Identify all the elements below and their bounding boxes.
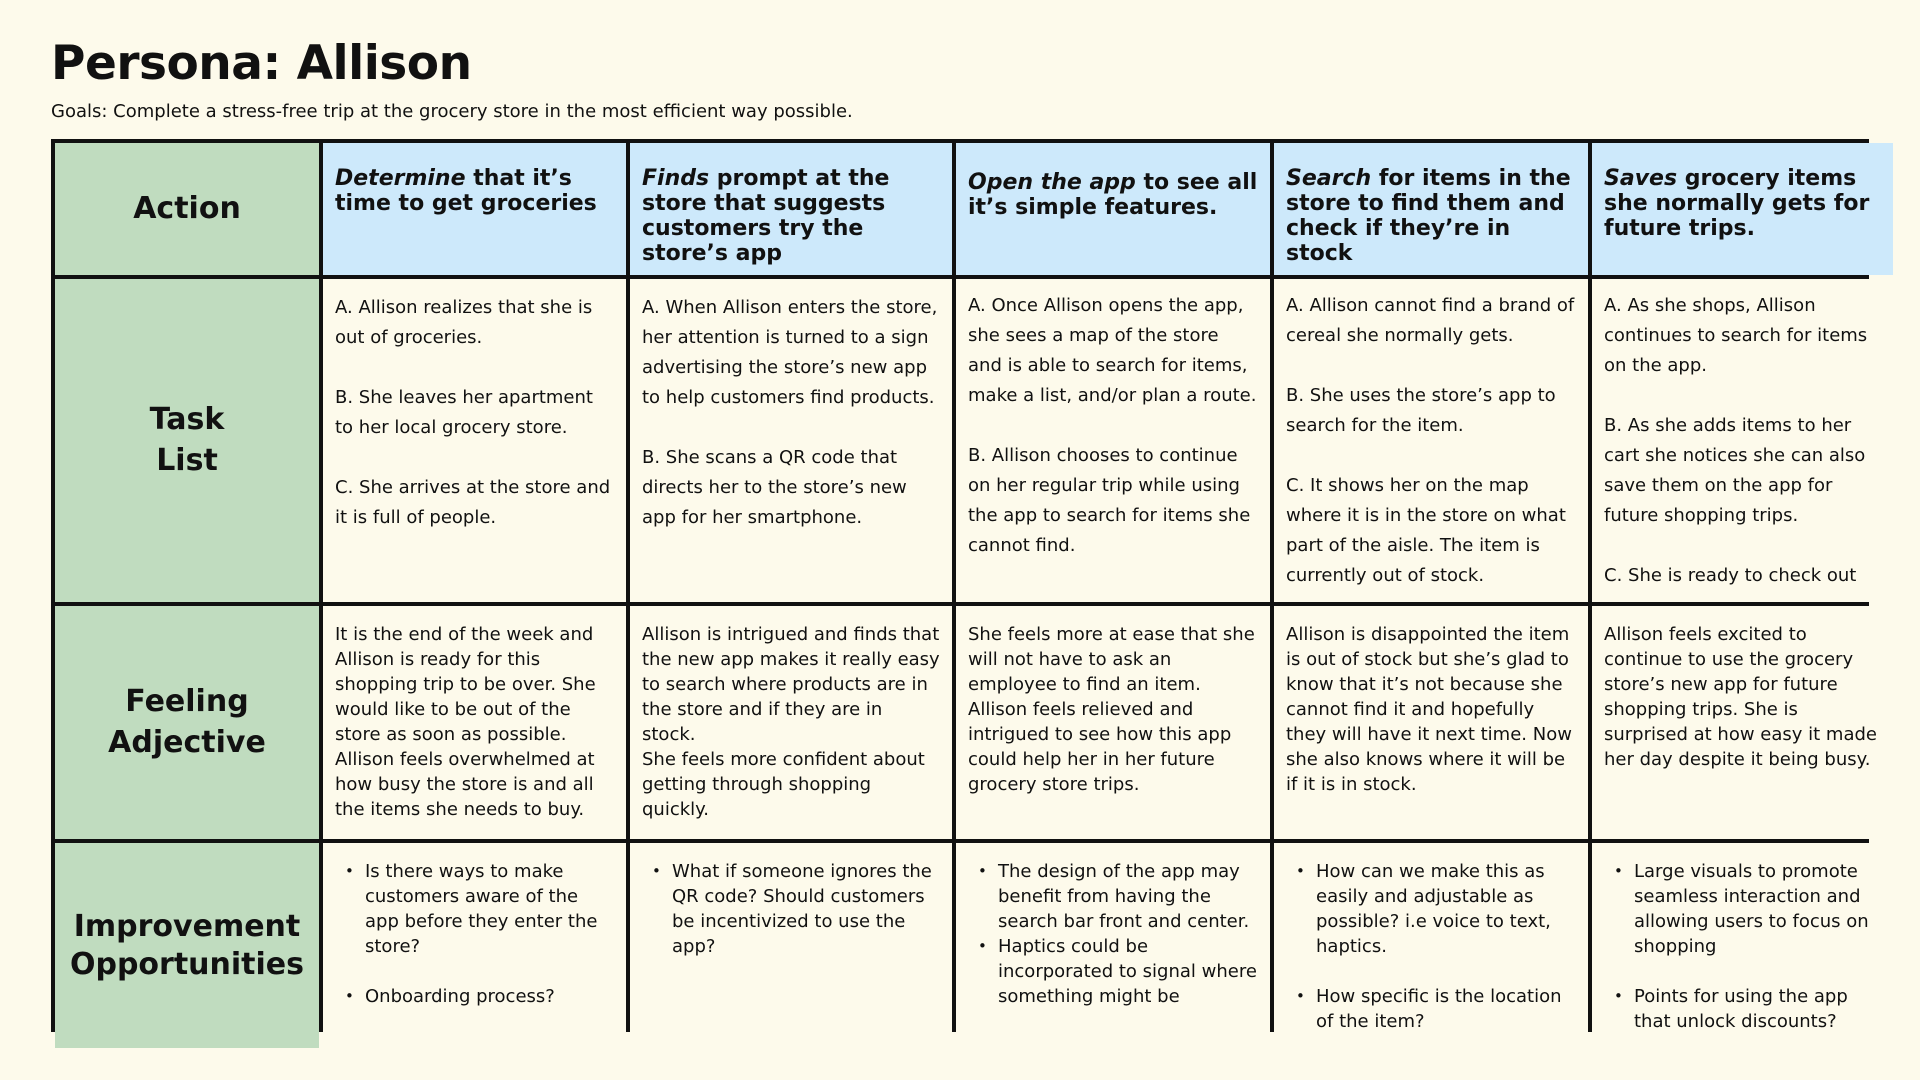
action-text: prompt at the store that suggests customers try the store’s app: [642, 166, 890, 266]
task-cell: [630, 279, 952, 602]
row-header-label: List: [156, 442, 218, 478]
action-cell: [323, 143, 626, 275]
task-step: A. When Allison enters the store, her attention is turned to a sign advertising the store’s new app to help customers find products.: [642, 297, 938, 408]
opportunity-item: • Haptics could be incorporated to signal where something might be: [968, 934, 1258, 1009]
action-text: that it’s time to get groceries: [335, 166, 597, 216]
action-cell: [956, 143, 1270, 275]
task-cell: [1274, 279, 1588, 602]
task-step: C. It shows her on the map where it is in the store on what part of the aisle. The item is currently out of stock.: [1286, 475, 1566, 586]
action-cell: [1592, 143, 1893, 275]
task-step: A. Allison realizes that she is out of groceries.: [335, 297, 593, 348]
opportunity-cell: [630, 843, 952, 1048]
task-step: A. Allison cannot find a brand of cereal she normally gets.: [1286, 295, 1575, 346]
task-cell: [956, 279, 1270, 602]
row-header-action: [55, 143, 319, 275]
row-header-label: Task: [149, 401, 225, 437]
opportunity-cell: [1274, 843, 1588, 1048]
task-step: C. She is ready to check out: [1604, 565, 1857, 586]
opportunity-item: • Points for using the app that unlock discounts?: [1604, 984, 1881, 1034]
task-cell: [323, 279, 626, 602]
opportunity-item: • Onboarding process?: [335, 984, 614, 1009]
opportunity-item: • What if someone ignores the QR code? Should customers be incentivized to use the app?: [642, 859, 940, 959]
task-step: B. She scans a QR code that directs her to the store’s new app for her smartphone.: [642, 447, 907, 528]
opportunity-item: • Large visuals to promote seamless interaction and allowing users to focus on shopping: [1604, 859, 1881, 959]
row-header-feeling-adjective: [55, 606, 319, 839]
journey-map-table: [51, 139, 1877, 1032]
task-step: B. She uses the store’s app to search for the item.: [1286, 385, 1556, 436]
goals-text: Goals: Complete a stress-free trip at the grocery store in the most efficient way possible.: [51, 101, 853, 122]
action-emphasis: Finds: [642, 166, 710, 191]
row-header-label: Feeling: [125, 683, 249, 719]
action-emphasis: Open the app: [968, 170, 1136, 195]
feeling-cell: Allison is intrigued and finds that the new app makes it really easy to search where products are in the store and if they are in stock. She feels more confident about getting through shopping quickly.: [630, 606, 952, 839]
feeling-cell: It is the end of the week and Allison is ready for this shopping trip to be over. She would like to be out of the store as soon as possible. Allison feels overwhelmed at how busy the store is and all the items she needs to buy.: [323, 606, 626, 839]
task-step: C. She arrives at the store and it is full of people.: [335, 477, 611, 528]
action-cell: [630, 143, 952, 275]
row-header-task-list: [55, 279, 319, 602]
opportunity-cell: [1592, 843, 1893, 1048]
row-header-label: Action: [133, 190, 241, 226]
row-header-label: Adjective: [108, 724, 266, 760]
feeling-cell: She feels more at ease that she will not have to ask an employee to find an item. Allison feels relieved and intrigued to see how this app could help her in her future grocery store trips.: [956, 606, 1270, 839]
opportunity-item: • Is there ways to make customers aware of the app before they enter the store?: [335, 859, 614, 959]
opportunity-item: • How can we make this as easily and adjustable as possible? i.e voice to text, haptics.: [1286, 859, 1576, 959]
action-emphasis: Saves: [1604, 166, 1678, 191]
feeling-cell: Allison feels excited to continue to use the grocery store’s new app for future shopping trips. She is surprised at how easy it made her day despite it being busy.: [1592, 606, 1893, 839]
feeling-cell: Allison is disappointed the item is out of stock but she’s glad to know that it’s not because she cannot find it and hopefully they will have it next time. Now she also knows where it will be if it is in stock.: [1274, 606, 1588, 839]
action-text: for items in the store to find them and check if they’re in stock: [1286, 166, 1571, 266]
action-text: to see all it’s simple features.: [968, 170, 1258, 220]
opportunity-cell: [956, 843, 1270, 1048]
action-text: grocery items she normally gets for future trips.: [1604, 166, 1870, 241]
row-header-improvement-opportunities: [55, 843, 319, 1048]
task-step: B. Allison chooses to continue on her regular trip while using the app to search for items she cannot find.: [968, 445, 1251, 556]
row-header-label: Improvement: [73, 909, 301, 944]
task-step: B. She leaves her apartment to her local grocery store.: [335, 387, 593, 438]
task-step: B. As she adds items to her cart she notices she can also save them on the app for future shopping trips.: [1604, 415, 1866, 526]
opportunity-item: • The design of the app may benefit from having the search bar front and center.: [968, 859, 1258, 934]
action-emphasis: Search: [1286, 166, 1372, 191]
task-step: A. As she shops, Allison continues to search for items on the app.: [1604, 295, 1868, 376]
action-cell: [1274, 143, 1588, 275]
task-cell: [1592, 279, 1893, 602]
action-emphasis: Determine: [335, 166, 466, 191]
task-step: A. Once Allison opens the app, she sees a map of the store and is able to search for items, make a list, and/or plan a route.: [968, 295, 1257, 406]
opportunity-cell: [323, 843, 626, 1048]
page-title: Persona: Allison: [51, 36, 472, 91]
opportunity-item: • How specific is the location of the item?: [1286, 984, 1576, 1034]
row-header-label: Opportunities: [69, 946, 305, 982]
